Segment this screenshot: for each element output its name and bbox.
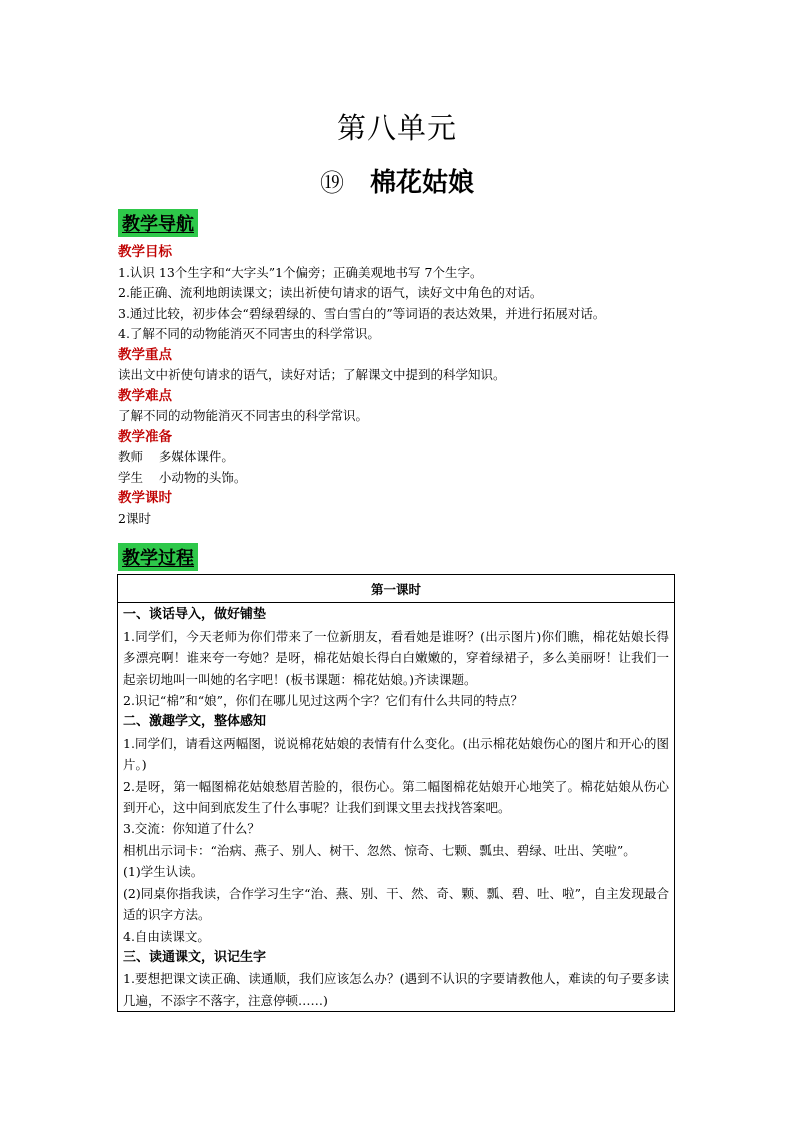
paragraph: 2.是呀，第一幅图棉花姑娘愁眉苦脸的，很伤心。第二幅图棉花姑娘开心地笑了。棉花姑娘从伤心到开心，这中间到底发生了什么事呢？让我们到课文里去找找答案吧。 (123, 778, 669, 816)
objective-item: 2.能正确、流利地朗读课文；读出祈使句请求的语气，读好文中角色的对话。 (118, 285, 543, 300)
section-heading: 三、读通课文，识记生字 (123, 949, 267, 965)
objectives-label: 教学目标 (118, 244, 172, 260)
teaching-process-header: 教学过程 (118, 543, 198, 571)
paragraph: 1.同学们，请看这两幅图，说说棉花姑娘的表情有什么变化。(出示棉花姑娘伤心的图片和开心的图片。) (123, 735, 669, 773)
teaching-guide (118, 242, 698, 529)
lesson-title (0, 162, 794, 199)
section-heading: 二、激趣学文，整体感知 (123, 714, 267, 730)
objective-item: 4.了解不同的动物能消灭不同害虫的科学常识。 (118, 326, 380, 341)
paragraph: 相机出示词卡：“治病、燕子、别人、树干、忽然、惊奇、七颗、瓢虫、碧绿、吐出、笑啦”。 (123, 842, 636, 858)
preparation-label: 教学准备 (118, 428, 172, 445)
objective-item: 1.认识 13个生字和“大字头”1个偏旁；正确美观地书写 7个生字。 (118, 264, 483, 280)
difficulties-text: 了解不同的动物能消灭不同害虫的科学常识。 (118, 408, 369, 423)
paragraph: (1)学生认读。 (123, 864, 204, 880)
paragraph: 4.自由读课文。 (123, 928, 210, 944)
section-heading: 一、谈话导入，做好铺垫 (123, 607, 267, 623)
unit-title: 第八单元 (336, 111, 457, 145)
paragraph: 1.要想把课文读正确、读通顺，我们应该怎么办？(遇到不认识的字要请教他人，难读的句子要多读几遍，不添字不落字，注意停顿……) (123, 971, 669, 1008)
difficulties-label: 教学难点 (118, 387, 172, 404)
periods-label: 教学课时 (118, 490, 172, 506)
caption-divider (118, 602, 674, 603)
objective-item: 3.通过比较，初步体会“碧绿碧绿的、雪白雪白的”等词语的表达效果，并进行拓展对话。 (118, 305, 606, 321)
key-points-text: 读出文中祈使句请求的语气，读好对话；了解课文中提到的科学知识。 (118, 367, 506, 382)
teaching-guide-header: 教学导航 (118, 209, 198, 237)
paragraph: 3.交流：你知道了什么？ (123, 821, 260, 837)
preparation-teacher: 教师 多媒体课件。 (118, 449, 234, 464)
key-points-label: 教学重点 (118, 346, 172, 363)
paragraph: (2)同桌你指我读，合作学习生字“治、燕、别、干、然、奇、颗、瓢、碧、吐、啦”，自主发现最合适的识字方法。 (123, 885, 669, 923)
lesson-number: ⑲ (319, 169, 344, 197)
periods-text: 2课时 (118, 510, 151, 526)
paragraph: 1.同学们，今天老师为你们带来了一位新朋友，看看她是谁呀？(出示图片)你们瞧，棉花姑娘长得多漂亮啊！谁来夸一夸她？是呀，棉花姑娘长得白白嫩嫩的，穿着绿裙子，多么美丽呀！让我们一起亲切地叫一叫她的名字吧！(板书课题：棉花姑娘。)齐读课题。 (123, 628, 669, 687)
preparation-student: 学生 小动物的头饰。 (118, 469, 247, 485)
paragraph: 2.识记“棉”和“娘”，你们在哪儿见过这两个字？它们有什么共同的特点？ (123, 693, 523, 709)
lesson-name: 棉花姑娘 (369, 168, 474, 198)
teaching-process-table (117, 574, 675, 1012)
period-caption: 第一课时 (370, 582, 421, 597)
